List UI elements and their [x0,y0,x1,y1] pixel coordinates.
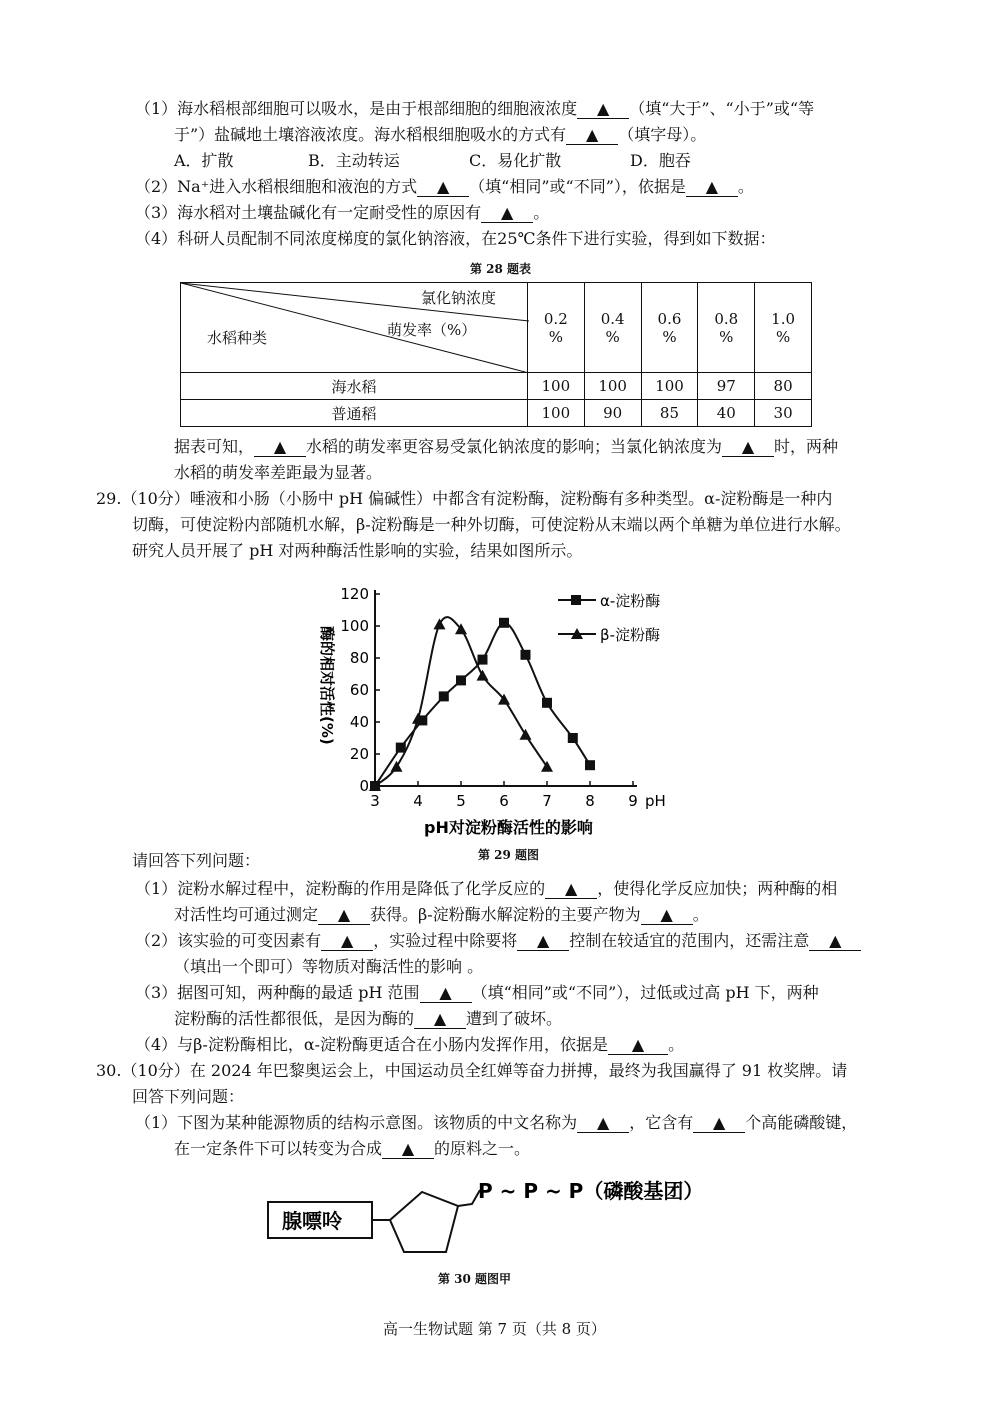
q29-intro-3: 研究人员开展了 pH 对两种酶活性影响的实验，结果如图所示。 [132,541,583,560]
q29-intro-1: 29.（10分）唾液和小肠（小肠中 pH 偏碱性）中都含有淀粉酶，淀粉酶有多种类型。α-淀粉酶是一种内 [96,489,833,508]
q29-text: （4）与β-淀粉酶相比，α-淀粉酶更适合在小肠内发挥作用，依据是 [135,1035,609,1054]
q28-text: 据表可知， [174,437,255,456]
q29-text: 获得。β-淀粉酶水解淀粉的主要产物为 [370,905,641,924]
col-header [755,283,812,373]
header-rate: 萌发率（%） [387,321,477,339]
col-value: 0.8 [714,309,739,328]
x-tick-label: 5 [456,792,466,810]
x-tick-label: 9 [628,792,638,810]
answer-blank[interactable]: ▲ [420,984,472,1003]
answer-blank[interactable]: ▲ [693,1114,745,1133]
data-point-beta [391,761,403,772]
series-line-beta [375,617,547,786]
col-unit: % [775,327,791,346]
col-unit: % [548,327,563,346]
answer-blank[interactable]: ▲ [321,932,373,951]
data-point-alpha [439,691,449,701]
figure-caption-29: 第 29 题图 [478,848,540,862]
q30-intro-1: 30.（10分）在 2024 年巴黎奥运会上，中国运动员全红婵等奋力拼搏，最终为我国赢得了 91 枚奖牌。请 [96,1061,848,1080]
q29-s1-line2 [174,904,709,926]
q29-text: （2）该实验的可变因素有 [135,931,322,950]
q30-intro-2: 回答下列问题： [132,1087,245,1106]
data-point-alpha [542,698,552,708]
q28-text: （1）海水稻根部细胞可以吸水，是由于根部细胞的细胞液浓度 [135,99,578,118]
q30-text: （1）下图为某种能源物质的结构示意图。该物质的中文名称为 [135,1113,578,1132]
table-cell: 90 [584,400,641,427]
answer-blank[interactable]: ▲ [722,438,774,457]
col-value: 1.0 [771,309,796,328]
answer-blank[interactable]: ▲ [382,1140,434,1159]
header-rice: 水稻种类 [207,329,268,347]
q28-text: （填字母）。 [618,125,707,144]
option-b: B．主动转运 [308,151,400,170]
q28-text: 。 [533,203,550,222]
ph-activity-chart [300,578,700,838]
option-c: C．易化扩散 [469,151,562,170]
table-cell: 100 [641,373,698,400]
x-tick-label: 4 [413,792,423,810]
row-name: 海水稻 [181,373,528,400]
q28-text: （填“相同”或“不同”），依据是 [469,177,686,196]
q30-s1-line1 [135,1112,857,1134]
q28-line6 [174,436,838,458]
q30-text: ，它含有 [629,1113,694,1132]
legend-marker-square [571,595,581,605]
data-point-alpha [456,675,466,685]
option-d: D．胞吞 [630,151,691,170]
y-axis-label: 酶的相对活性(%) [318,626,336,745]
table-cell: 30 [755,400,812,427]
y-tick-label: 80 [349,649,369,667]
chart-marks [369,617,595,791]
header-nacl: 氯化钠浓度 [421,289,497,307]
q30-s1-line2 [174,1138,530,1160]
q29-text: 对活性均可通过测定 [174,905,319,924]
q29-text: 。 [668,1035,685,1054]
data-point-alpha [478,655,488,665]
table-row [181,400,812,427]
data-point-alpha [568,733,578,743]
x-tick-label: 6 [499,792,509,810]
figure-caption-30: 第 30 题图甲 [438,1272,512,1286]
table-cell: 100 [527,400,584,427]
data-point-alpha [499,618,509,628]
col-value: 0.4 [600,309,625,328]
table-caption: 第 28 题表 [470,262,532,276]
page-footer: 高一生物试题 第 7 页（共 8 页） [383,1320,606,1338]
answer-blank[interactable]: ▲ [641,906,693,925]
table-cell: 40 [698,400,755,427]
data-point-beta [477,670,489,681]
answer-blank[interactable]: ▲ [577,1114,629,1133]
y-tick-label: 60 [349,681,369,699]
answer-blank[interactable]: ▲ [809,932,861,951]
q29-text: （填“相同”或“不同”），过低或过高 pH 下，两种 [471,983,819,1002]
table-cell: 97 [698,373,755,400]
q30-text: 的原料之一。 [434,1139,531,1158]
x-axis-label: pH [645,792,666,810]
ribose-pentagon [390,1192,458,1252]
table-cell: 85 [641,400,698,427]
q29-s2-line2: （填出一个即可）等物质对酶活性的影响 。 [174,957,484,976]
row-name: 普通稻 [181,400,528,427]
q29-s3-line2 [174,1008,562,1030]
table-cell: 100 [527,373,584,400]
answer-blank[interactable]: ▲ [417,178,469,197]
q29-ask: 请回答下列问题： [132,851,261,870]
data-point-beta [434,618,446,629]
q30-text: 个高能磷酸键， [745,1113,858,1132]
answer-blank[interactable]: ▲ [414,1010,466,1029]
q29-s4-line1 [135,1034,684,1056]
y-tick-label: 100 [340,617,369,635]
table-header-diagonal [181,283,528,373]
data-point-alpha [521,650,531,660]
col-value: 0.2 [543,309,568,328]
col-unit: % [719,327,734,346]
answer-blank[interactable]: ▲ [545,880,597,899]
chart-legend [558,592,660,644]
q28-line5: （4）科研人员配制不同浓度梯度的氯化钠溶液，在25℃条件下进行实验，得到如下数据： [135,229,776,248]
y-tick-label: 20 [349,745,369,763]
q29-intro-2: 切酶，可使淀粉内部随机水解，β-淀粉酶是一种外切酶，可使淀粉从末端以两个单糖为单位进行水解。 [132,515,851,534]
y-tick-label: 120 [340,585,369,603]
q28-text: （2）Na⁺进入水稻根细胞和液泡的方式 [135,177,418,196]
q28-line3 [135,176,754,198]
q28-text: （3）海水稻对土壤盐碱化有一定耐受性的原因有 [135,203,482,222]
q29-text: 遭到了破坏。 [466,1009,563,1028]
answer-blank[interactable]: ▲ [566,126,618,145]
col-unit: % [662,327,677,346]
col-header [584,283,641,373]
y-tick-label: 40 [349,713,369,731]
y-tick-label: 0 [359,777,369,795]
q29-text: （3）据图可知，两种酶的最适 pH 范围 [135,983,420,1002]
legend-label-beta: β-淀粉酶 [600,626,660,644]
q29-text: 控制在较适宜的范围内，还需注意 [569,931,810,950]
q28-line1 [135,98,814,120]
col-header [641,283,698,373]
q29-text: 淀粉酶的活性都很低，是因为酶的 [174,1009,415,1028]
q28-text: 。 [737,177,754,196]
col-header [527,283,584,373]
q28-line7: 水稻的萌发率差距最为显著。 [174,463,383,482]
adenine-label: 腺嘌呤 [282,1209,342,1233]
q29-s3-line1 [135,982,819,1004]
x-tick-label: 8 [585,792,595,810]
atp-structure-diagram [262,1178,742,1258]
data-point-beta [541,761,553,772]
q30-text: 在一定条件下可以转变为合成 [174,1139,383,1158]
q29-s2-line1 [135,930,861,952]
q28-text: 水稻的萌发率更容易受氯化钠浓度的影响；当氯化钠浓度为 [306,437,723,456]
table-cell: 100 [584,373,641,400]
col-unit: % [605,327,620,346]
q29-text: 。 [692,905,709,924]
answer-blank[interactable]: ▲ [254,438,306,457]
q28-text: （填“大于”、“小于”或“等 [629,99,815,118]
answer-blank[interactable]: ▲ [577,100,629,119]
col-value: 0.6 [657,309,682,328]
answer-blank[interactable]: ▲ [318,906,370,925]
answer-blank[interactable]: ▲ [686,178,738,197]
q28-line4 [135,202,549,224]
table-row [181,373,812,400]
phosphate-groups-label: P ~ P ~ P（磷酸基团） [478,1179,704,1203]
answer-blank[interactable]: ▲ [517,932,569,951]
col-header [698,283,755,373]
chart-axes [340,585,637,810]
q28-text: 时，两种 [774,437,839,456]
q29-text: ，使得化学反应加快；两种酶的相 [597,879,838,898]
answer-blank[interactable]: ▲ [608,1036,668,1055]
data-point-alpha [585,760,595,770]
q29-s1-line1 [135,878,837,900]
series-line-alpha [375,623,590,786]
q29-text: ，实验过程中除要将 [373,931,518,950]
chart-title: pH对淀粉酶活性的影响 [424,818,593,837]
germination-table [180,282,812,427]
q28-text: 于”）盐碱地土壤溶液浓度。海水稻根细胞吸水的方式有 [174,125,567,144]
q28-line2 [174,124,706,146]
legend-label-alpha: α-淀粉酶 [600,592,661,610]
x-tick-label: 7 [542,792,552,810]
q29-text: （1）淀粉水解过程中，淀粉酶的作用是降低了化学反应的 [135,879,546,898]
x-tick-label: 3 [370,792,380,810]
data-point-beta [520,729,532,740]
table-cell: 80 [755,373,812,400]
answer-blank[interactable]: ▲ [481,204,533,223]
option-a: A．扩散 [174,151,234,170]
